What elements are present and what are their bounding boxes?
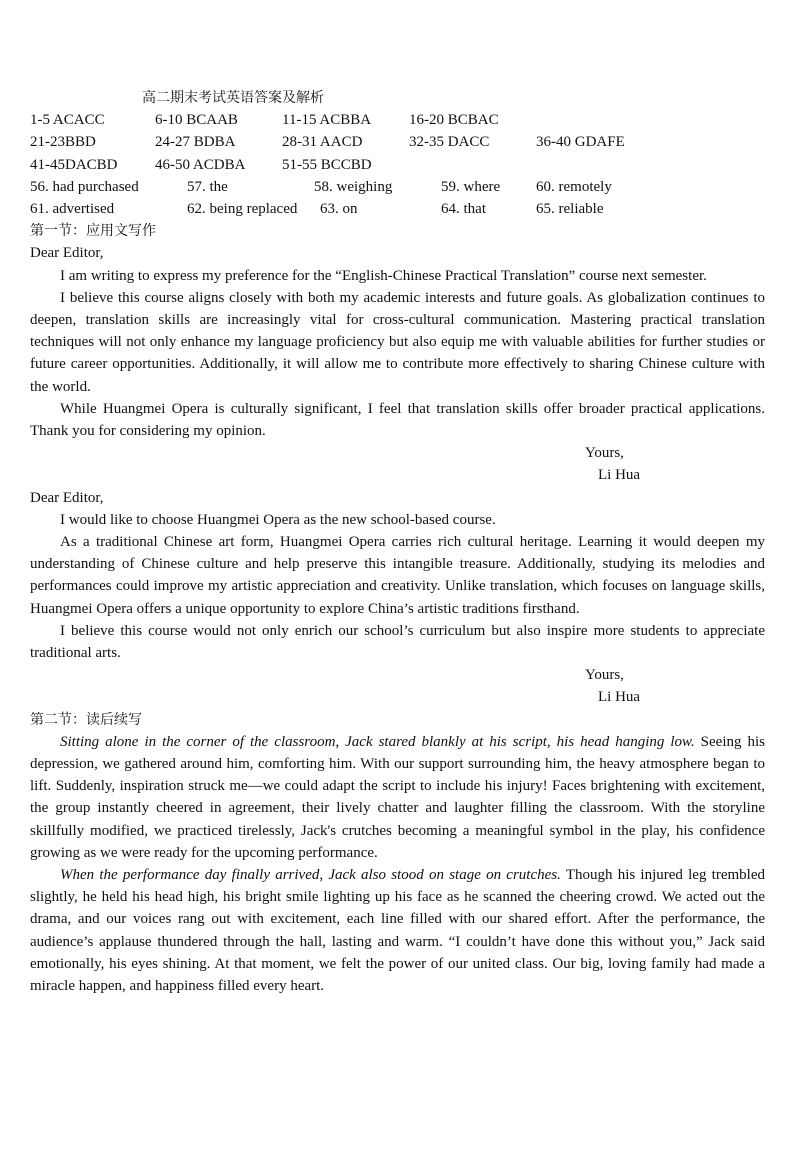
letter-paragraph: As a traditional Chinese art form, Huangmei Opera carries rich cultural heritage. Learning it would deepen my understanding of Chinese culture and help preserve this intangible treasure. Additionally, studying its melodies and performances could improve my artistic appreciation and creativity. Unlike translation, which focuses on language skills, Huangmei Opera offers a unique opportunity to explore China’s artistic traditions firsthand. [30,533,765,617]
letter-closing: Yours, [585,445,624,462]
answer-row [30,198,765,220]
answer-item: 58. weighing [314,178,393,195]
answer-item: 65. reliable [536,200,604,217]
answer-item: 60. remotely [536,178,612,195]
letter-paragraph: I believe this course aligns closely with both my academic interests and future goals. As globalization continues to deepen, translation skills are increasingly vital for cross-cultural communication. Mastering practical translation techniques will not only enhance my language proficiency but also equip me with valuable abilities for further studies or future career opportunities. Additionally, it will allow me to contribute more effectively to sharing Chinese culture with the world. [30,289,765,395]
letter-paragraph: I would like to choose Huangmei Opera as the new school-based course. [60,511,496,528]
answer-item: 32-35 DACC [409,134,490,151]
answer-item: 63. on [320,200,358,217]
section-heading: 第二节：读后续写 [30,711,142,728]
letter-signature: Li Hua [598,689,641,706]
answer-item: 36-40 GDAFE [536,134,625,151]
letter-2 [30,487,765,709]
answer-item: 24-27 BDBA [155,134,236,151]
letter-greeting: Dear Editor, [30,489,104,506]
answer-item: 21-23BBD [30,134,96,151]
story-body: Seeing his depression, we gathered around him, comforting him. With our support surrounding him, the heavy atmosphere began to lift. Suddenly, inspiration struck me—we could adapt the script to include his injury! Faces brightening with excitement, the group instantly cheered in agreement, their lively chatter and laughter filling the classroom. With the storyline skillfully modified, we practiced tirelessly, Jack's crutches becoming a meaningful symbol in the play, his confidence growing as we were ready for the upcoming performance. [30,733,765,861]
answer-item: 57. the [187,178,228,195]
answer-item: 59. where [441,178,501,195]
section-heading: 第一节：应用文写作 [30,223,156,240]
document-page [30,87,765,997]
story-lead-sentence: Sitting alone in the corner of the classroom, Jack stared blankly at his script, his head hanging low. [60,733,695,750]
answer-item: 41-45DACBD [30,156,118,173]
answer-row [30,154,765,176]
answer-item: 62. being replaced [187,200,298,217]
document-title: 高二期末考试英语答案及解析 [142,90,324,106]
letter-closing: Yours, [585,667,624,684]
letter-paragraph: I believe this course would not only enrich our school’s curriculum but also inspire more students to appreciate traditional arts. [30,622,765,661]
answer-item: 6-10 BCAAB [155,112,238,129]
answer-item: 46-50 ACDBA [155,156,246,173]
letter-greeting: Dear Editor, [30,245,104,262]
answer-item: 56. had purchased [30,178,139,195]
answer-item: 64. that [441,200,486,217]
answer-row [30,176,765,198]
story-paragraph [30,731,765,864]
story-lead-sentence: When the performance day finally arrived, Jack also stood on stage on crutches. [60,867,561,884]
answer-row [30,131,765,153]
story-body: Though his injured leg trembled slightly, he held his head high, his bright smile lighting up his face as he scanned the cheering crowd. We acted out the drama, and our voices rang out with excitement, each line filled with our shared effort. After the performance, the audience’s applause thundered through the hall, lasting and warm. “I couldn’t have done this without you,” Jack said emotionally, his eyes shining. At that moment, we felt the power of our united class. Our big, loving family had made a miracle happen, and happiness filled every heart. [30,867,765,995]
letter-1 [30,242,765,486]
answer-item: 61. advertised [30,200,115,217]
answer-item: 16-20 BCBAC [409,112,499,129]
story-paragraph [30,864,765,997]
answer-item: 28-31 AACD [282,134,363,151]
answer-item: 51-55 BCCBD [282,156,372,173]
answer-row [30,109,765,131]
answer-item: 11-15 ACBBA [282,112,372,129]
letter-paragraph: I am writing to express my preference for the “English-Chinese Practical Translation” course next semester. [60,267,707,284]
letter-paragraph: While Huangmei Opera is culturally significant, I feel that translation skills offer broader practical applications. Thank you for considering my opinion. [30,400,765,439]
letter-signature: Li Hua [598,467,641,484]
answer-item: 1-5 ACACC [30,112,105,129]
